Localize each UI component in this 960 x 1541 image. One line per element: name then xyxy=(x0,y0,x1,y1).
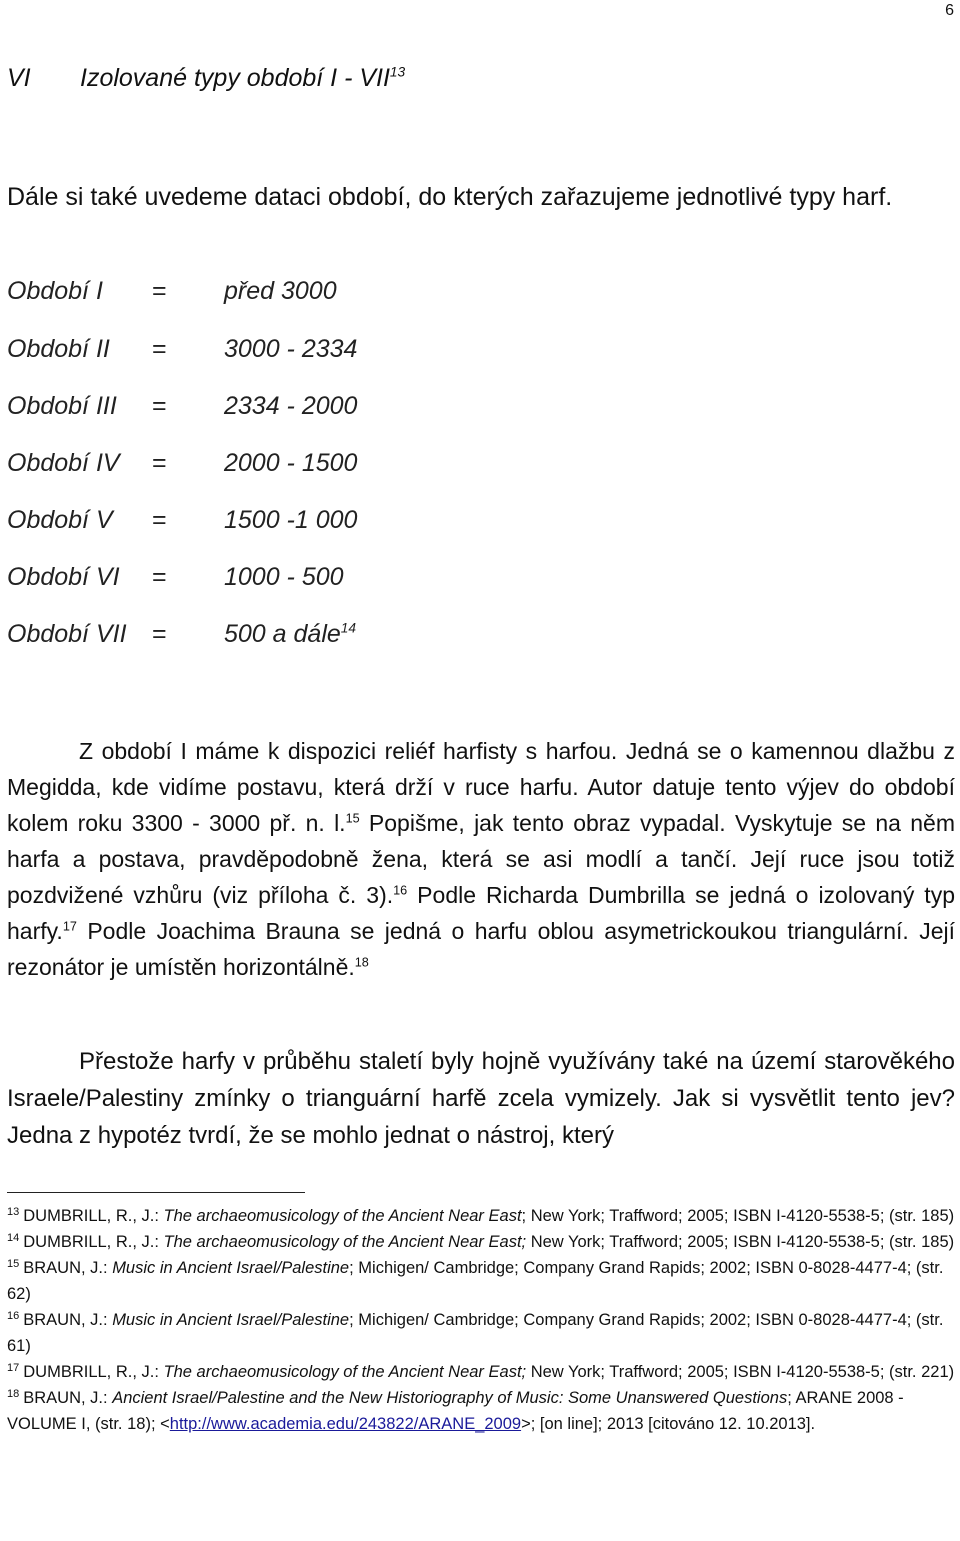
body-paragraph-harpist-relief xyxy=(7,733,955,985)
period-name: Období V xyxy=(7,506,113,534)
period-equals: = xyxy=(152,449,167,477)
period-name: Období IV xyxy=(7,449,120,477)
footnote-ref-15[interactable]: 15 xyxy=(345,811,360,826)
footnote-number: 17 xyxy=(7,1361,20,1374)
footnote-ref-16[interactable]: 16 xyxy=(393,883,408,898)
footnote-details-end: >; [on line]; 2013 [citováno 12. 10.2013]. xyxy=(521,1415,816,1433)
footnote-title: Ancient Israel/Palestine and the New Historiography of Music: Some Unanswered Questions xyxy=(112,1389,788,1407)
text-segment: Popišme, jak tento obraz vypadal. Vyskytuje se na něm harfa a postava, pravděpodobně žena, která se asi modlí a tančí. Její ruce jsou totiž pozdvižené vzhůru (viz příloha č. 3). xyxy=(7,810,955,908)
period-equals: = xyxy=(152,335,167,363)
footnote-ref-18[interactable]: 18 xyxy=(354,955,369,970)
footnote-author: DUMBRILL, R., J.: xyxy=(23,1207,164,1225)
period-name: Období I xyxy=(7,277,103,305)
period-row xyxy=(7,620,356,649)
period-range: před 3000 xyxy=(224,277,337,305)
period-equals: = xyxy=(152,563,167,591)
footnote-18 xyxy=(7,1385,955,1437)
footnote-author: DUMBRILL, R., J.: xyxy=(23,1363,164,1381)
footnote-author: BRAUN, J.: xyxy=(23,1311,113,1329)
footnote-title: Music in Ancient Israel/Palestine xyxy=(112,1259,350,1277)
footnote-author: BRAUN, J.: xyxy=(23,1389,113,1407)
footnote-16 xyxy=(7,1307,955,1359)
period-equals: = xyxy=(152,506,167,534)
footnote-details: ; ARANE 2008 - VOLUME I, (str. 18); < xyxy=(7,1389,904,1433)
footnote-13 xyxy=(7,1203,955,1229)
text-segment: Podle Joachima Brauna se jedná o harfu oblou asymetrickoukou triangulární. Její rezonátor je umístěn horizontálně. xyxy=(7,918,955,980)
source-link[interactable]: http://www.academia.edu/243822/ARANE_2009 xyxy=(169,1415,522,1433)
footnote-title: The archaeomusicology of the Ancient Near East xyxy=(163,1207,522,1225)
period-range: 2000 - 1500 xyxy=(224,449,358,477)
period-row xyxy=(7,449,357,478)
period-equals: = xyxy=(152,277,167,305)
footnote-details: New York; Traffword; 2005; ISBN I-4120-5538-5; (str. 221) xyxy=(526,1363,955,1381)
section-title: Izolované typy období I - VII xyxy=(80,64,390,92)
period-range: 3000 - 2334 xyxy=(224,335,358,363)
footnote-details: ; Michigen/ Cambridge; Company Grand Rapids; 2002; ISBN 0-8028-4477-4; (str. 61) xyxy=(7,1311,944,1355)
text-segment: Z období I máme k dispozici reliéf harfisty s harfou. Jedná se o kamennou dlažbu z Megidda, kde vidíme postavu, která drží v ruce harfu. Autor datuje tento výjev do období kolem roku 3300 - 3000 př. n. l. xyxy=(7,738,955,836)
footnote-number: 16 xyxy=(7,1309,20,1322)
period-range: 1500 -1 000 xyxy=(224,506,358,534)
footnote-number: 15 xyxy=(7,1257,20,1270)
section-heading xyxy=(7,64,405,93)
footnote-details: ; New York; Traffword; 2005; ISBN I-4120-5538-5; (str. 185) xyxy=(521,1207,955,1225)
period-range: 2334 - 2000 xyxy=(224,392,358,420)
footnote-details: New York; Traffword; 2005; ISBN I-4120-5538-5; (str. 185) xyxy=(526,1233,955,1251)
period-name: Období III xyxy=(7,392,117,420)
intro-paragraph: Dále si také uvedeme dataci období, do kterých zařazujeme jednotlivé typy harf. xyxy=(7,183,893,211)
footnote-14 xyxy=(7,1229,955,1255)
footnote-details: ; Michigen/ Cambridge; Company Grand Rapids; 2002; ISBN 0-8028-4477-4; (str. 62) xyxy=(7,1259,944,1303)
period-name: Období VII xyxy=(7,620,127,648)
footnote-ref-17[interactable]: 17 xyxy=(62,919,77,934)
footnote-number: 13 xyxy=(7,1205,20,1218)
period-name: Období VI xyxy=(7,563,120,591)
period-row xyxy=(7,563,344,592)
period-row xyxy=(7,392,357,421)
footnote-title: Music in Ancient Israel/Palestine xyxy=(112,1311,350,1329)
footnote-15 xyxy=(7,1255,955,1307)
text-segment: Podle Richarda Dumbrilla se jedná o izolovaný typ harfy. xyxy=(7,882,955,944)
footnote-ref-14[interactable]: 14 xyxy=(340,620,357,636)
period-row xyxy=(7,506,357,535)
section-number: VI xyxy=(7,64,31,92)
period-range: 500 a dále xyxy=(224,620,341,648)
footnote-title: The archaeomusicology of the Ancient Near East; xyxy=(163,1233,527,1251)
footnote-17 xyxy=(7,1359,955,1385)
footnote-separator xyxy=(7,1192,305,1193)
period-name: Období II xyxy=(7,335,110,363)
footnote-number: 18 xyxy=(7,1387,20,1400)
period-row xyxy=(7,335,357,364)
period-range: 1000 - 500 xyxy=(224,563,344,591)
period-row xyxy=(7,277,337,306)
footnotes xyxy=(7,1203,955,1437)
footnote-ref-13[interactable]: 13 xyxy=(389,64,406,80)
period-equals: = xyxy=(152,620,167,648)
footnote-number: 14 xyxy=(7,1231,20,1244)
body-paragraph-disappearance xyxy=(7,1043,955,1154)
page-number: 6 xyxy=(945,2,954,19)
footnote-title: The archaeomusicology of the Ancient Near East; xyxy=(163,1363,527,1381)
footnote-author: DUMBRILL, R., J.: xyxy=(23,1233,164,1251)
period-equals: = xyxy=(152,392,167,420)
footnote-author: BRAUN, J.: xyxy=(23,1259,113,1277)
text-segment: Přestože harfy v průběhu staletí byly hojně využívány také na území starověkého Israele/Palestiny zmínky o trianguární harfě zcela vymizely. Jak si vysvětlit tento jev? Jedna z hypotéz tvrdí, že se mohlo jednat o nástroj, který xyxy=(7,1048,955,1149)
